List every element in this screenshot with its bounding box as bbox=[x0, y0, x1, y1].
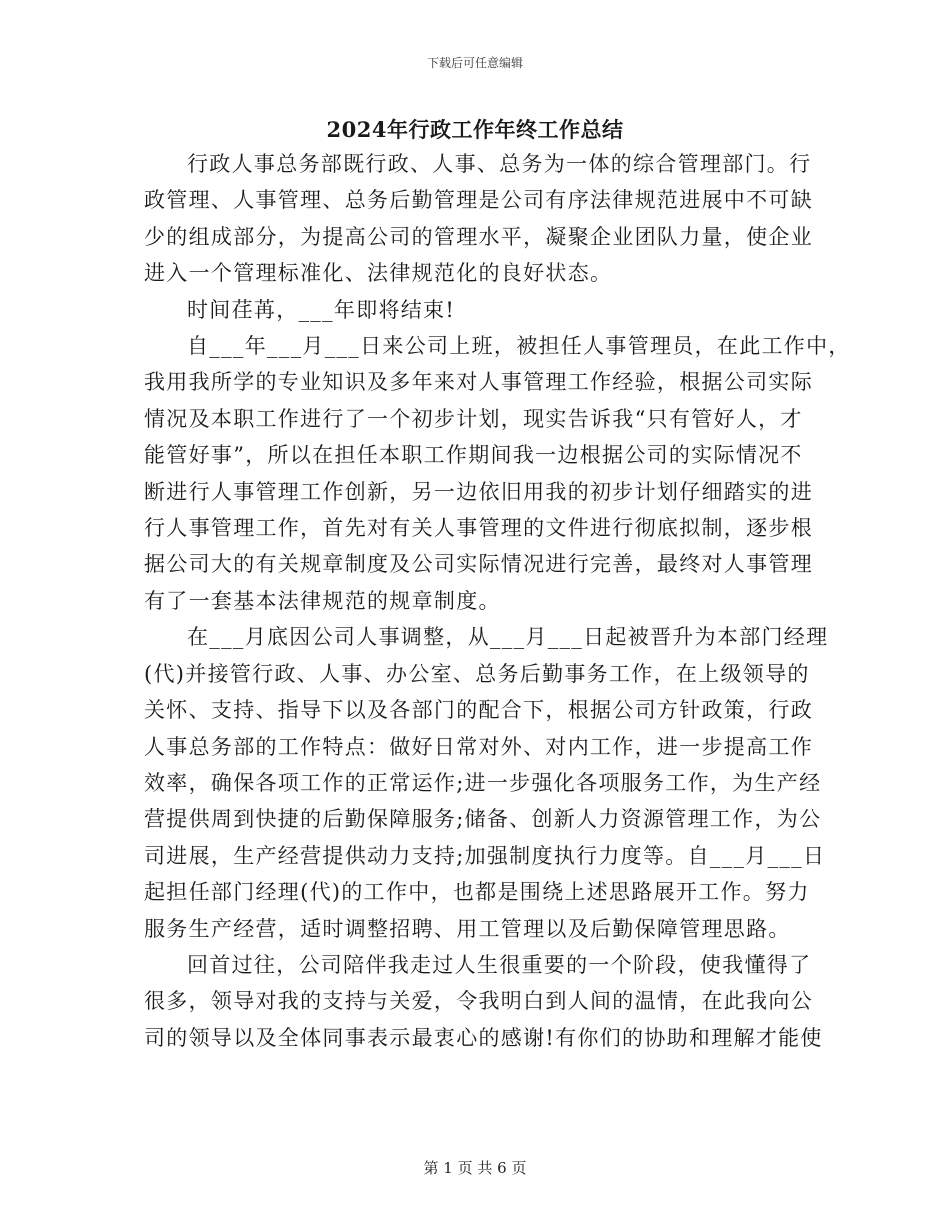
text-line: (代)并接管行政、人事、办公室、总务后勤事务工作，在上级领导的 bbox=[144, 661, 810, 686]
text-line: 司的领导以及全体同事表示最衷心的感谢!有你们的协助和理解才能使 bbox=[144, 1025, 823, 1050]
text-line: 情况及本职工作进行了一个初步计划，现实告诉我“只有管好人，才 bbox=[144, 406, 803, 431]
page-header: 下载后可任意编辑 bbox=[426, 56, 523, 70]
text-line: 政管理、人事管理、总务后勤管理是公司有序法律规范进展中不可缺 bbox=[144, 188, 813, 213]
document-body bbox=[144, 146, 851, 1056]
text-line: 回首过往，公司陪伴我走过人生很重要的一个阶段，使我懂得了 bbox=[187, 952, 812, 977]
text-line: 进入一个管理标准化、法律规范化的良好状态。 bbox=[144, 261, 613, 286]
text-line: 关怀、支持、指导下以及各部门的配合下，根据公司方针政策，行政 bbox=[144, 698, 813, 723]
paragraph bbox=[144, 328, 851, 619]
text-line: 自___年___月___日来公司上班，被担任人事管理员，在此工作中， bbox=[187, 334, 851, 359]
text-line: 服务生产经营，适时调整招聘、用工管理以及后勤保障管理思路。 bbox=[144, 916, 791, 941]
text-line: 营提供周到快捷的后勤保障服务;储备、创新人力资源管理工作，为公 bbox=[144, 807, 822, 832]
text-line: 我用我所学的专业知识及多年来对人事管理工作经验，根据公司实际 bbox=[144, 370, 813, 395]
text-line: 行人事管理工作，首先对有关人事管理的文件进行彻底拟制，逐步根 bbox=[144, 516, 813, 541]
paragraph bbox=[144, 947, 823, 1056]
text-line: 断进行人事管理工作创新，另一边依旧用我的初步计划仔细踏实的进 bbox=[144, 479, 813, 504]
text-line: 效率，确保各项工作的正常运作;进一步强化各项服务工作，为生产经 bbox=[144, 770, 822, 795]
text-line: 少的组成部分，为提高公司的管理水平，凝聚企业团队力量，使企业 bbox=[144, 224, 813, 249]
text-line: 行政人事总务部既行政、人事、总务为一体的综合管理部门。行 bbox=[187, 152, 812, 176]
text-line: 有了一套基本法律规范的规章制度。 bbox=[144, 588, 501, 613]
text-line: 在___月底因公司人事调整，从___月___日起被晋升为本部门经理 bbox=[187, 625, 829, 650]
text-line: 司进展，生产经营提供动力支持;加强制度执行力度等。自___月___日 bbox=[144, 843, 826, 868]
paragraph bbox=[144, 146, 812, 292]
text-line: 很多，领导对我的支持与关爱，令我明白到人间的温情，在此我向公 bbox=[144, 989, 813, 1014]
text-line: 人事总务部的工作特点：做好日常对外、对内工作，进一步提高工作 bbox=[144, 734, 813, 759]
text-line: 时间荏苒，___年即将结束! bbox=[187, 297, 456, 322]
text-line: 据公司大的有关规章制度及公司实际情况进行完善，最终对人事管理 bbox=[144, 552, 813, 577]
page-footer: 第 1 页 共 6 页 bbox=[423, 1159, 527, 1177]
paragraph bbox=[144, 619, 829, 947]
text-line: 起担任部门经理(代)的工作中，也都是围绕上述思路展开工作。努力 bbox=[144, 880, 810, 905]
text-line: 能管好事”，所以在担任本职工作期间我一边根据公司的实际情况不 bbox=[144, 443, 803, 468]
document-title: 2024年行政工作年终工作总结 bbox=[326, 117, 624, 142]
paragraph bbox=[144, 292, 812, 328]
